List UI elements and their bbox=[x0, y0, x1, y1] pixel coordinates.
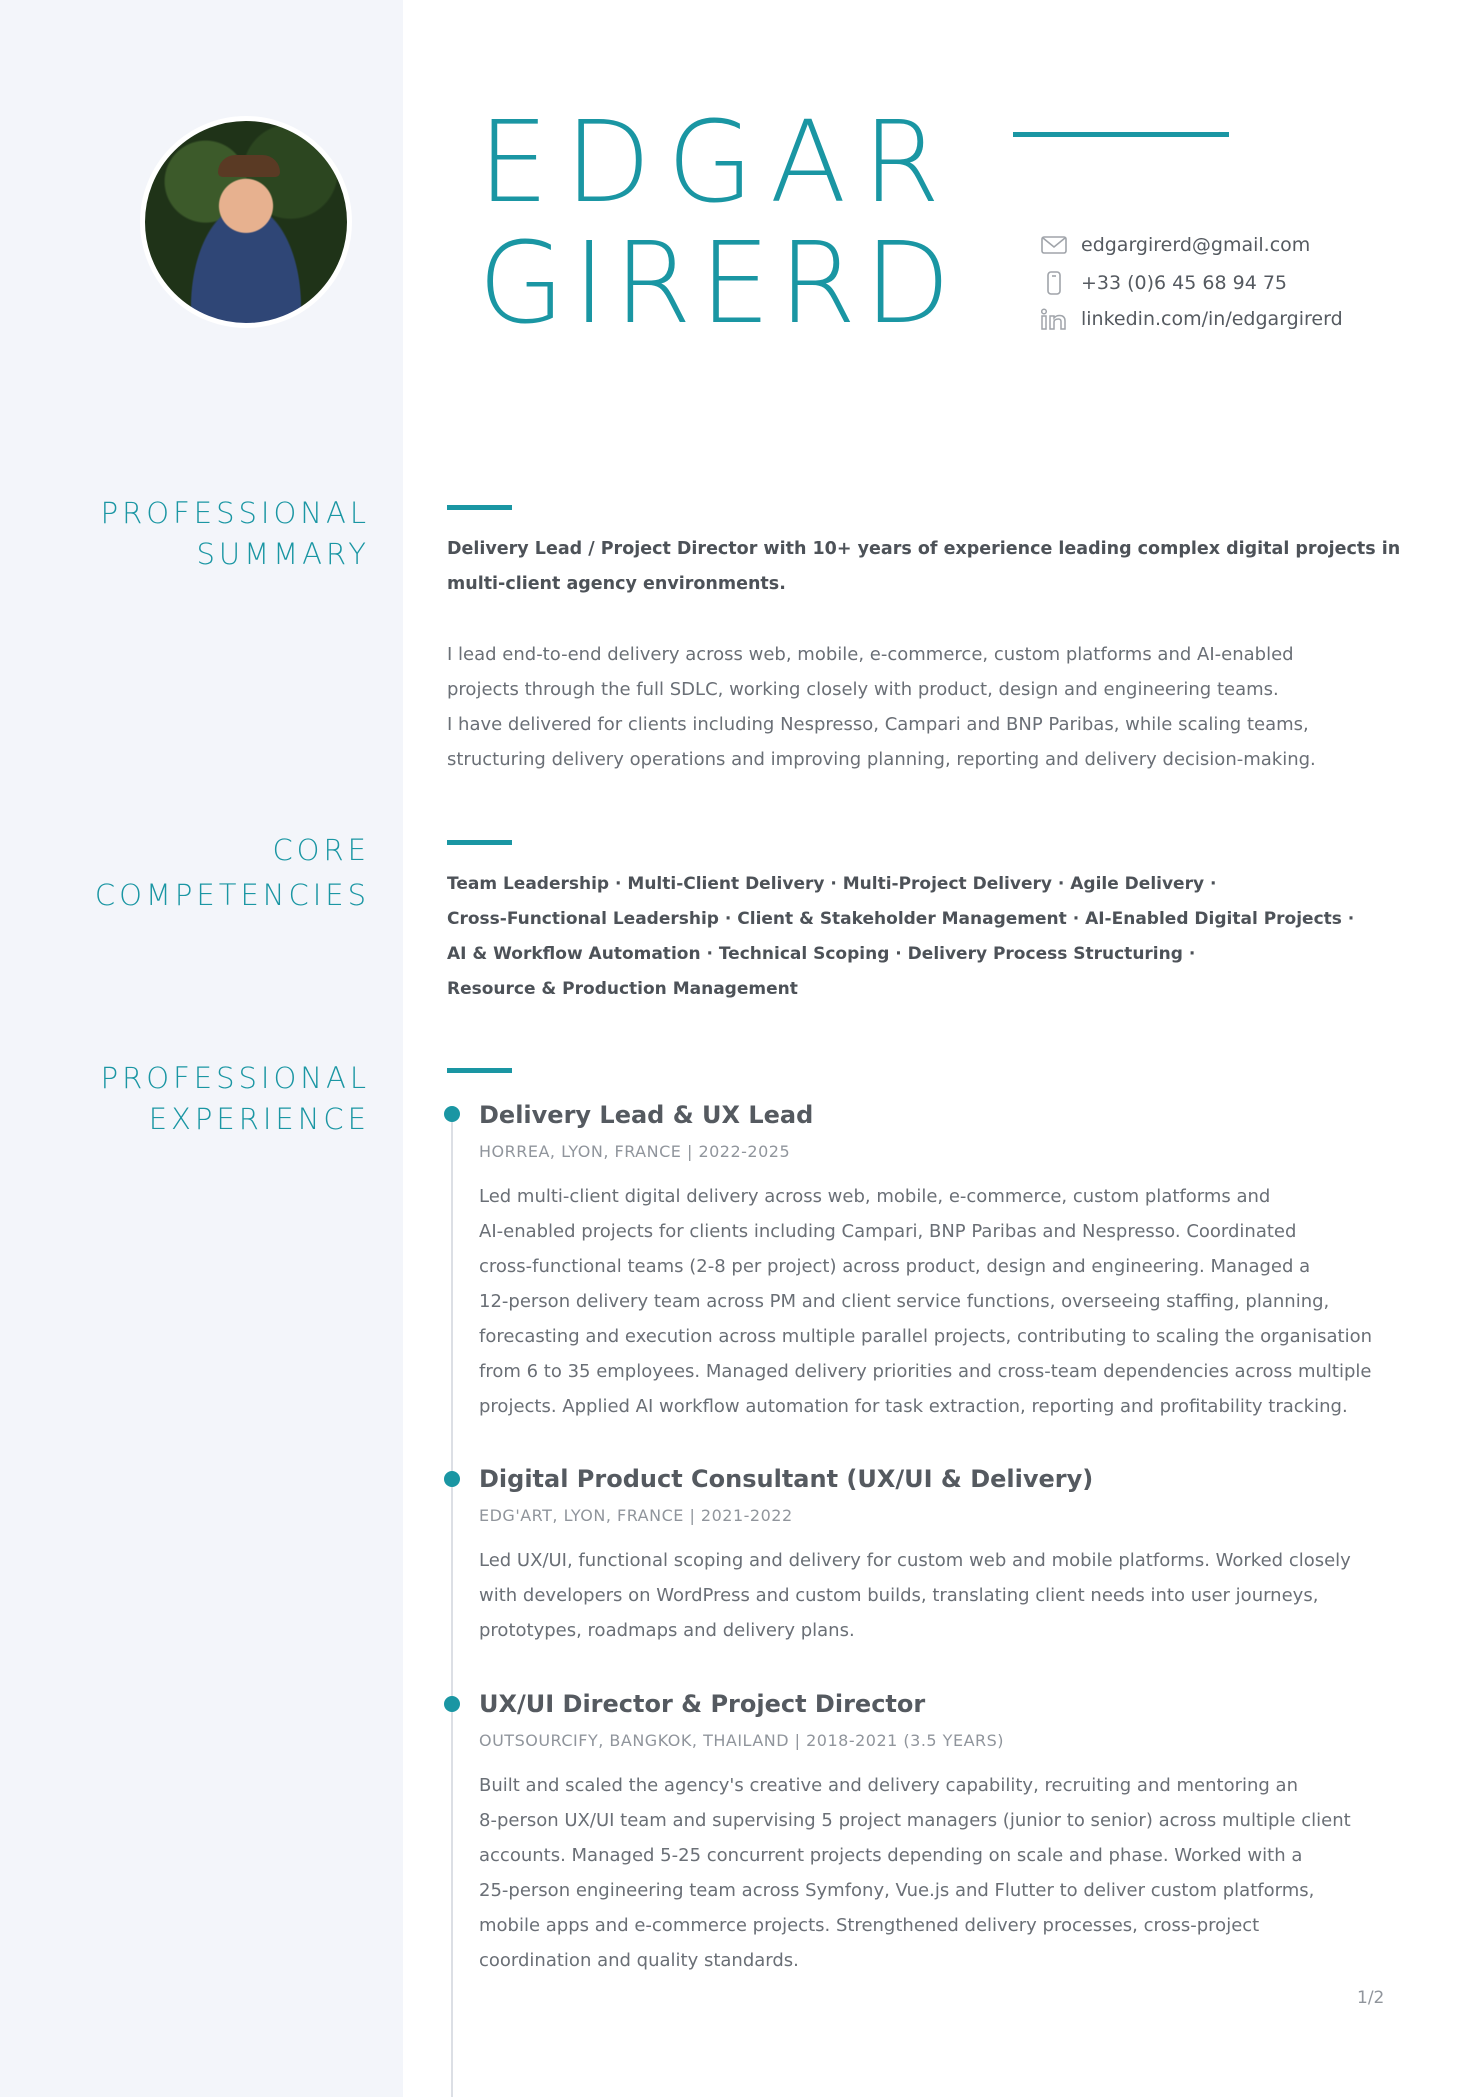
job-description bbox=[479, 1768, 1399, 1978]
contact-phone-text: +33 (0)6 45 68 94 75 bbox=[1081, 272, 1288, 294]
job-meta: EDG'ART, LYON, FRANCE | 2021-2022 bbox=[479, 1506, 793, 1525]
summary-heading bbox=[101, 493, 370, 575]
job-title: Digital Product Consultant (UX/UI & Delivery) bbox=[479, 1465, 1094, 1493]
summary-body bbox=[447, 637, 1347, 777]
experience-heading bbox=[101, 1058, 370, 1140]
job-meta: HORREA, LYON, FRANCE | 2022-2025 bbox=[479, 1142, 791, 1161]
timeline-dot bbox=[444, 1696, 460, 1712]
contact-linkedin[interactable] bbox=[1041, 307, 1343, 331]
competencies-heading bbox=[95, 828, 370, 918]
experience-heading-line: PROFESSIONAL bbox=[100, 1061, 370, 1095]
summary-body-line: I lead end-to-end delivery across web, mobile, e-commerce, custom platforms and AI-enabled bbox=[447, 644, 1294, 665]
job-title: UX/UI Director & Project Director bbox=[479, 1690, 926, 1718]
job-description-line: Built and scaled the agency's creative and delivery capability, recruiting and mentoring an bbox=[479, 1775, 1298, 1796]
experience-accent-dash bbox=[447, 1068, 512, 1073]
page-number: 1/2 bbox=[1357, 1988, 1385, 2008]
job-description-line: cross-functional teams (2-8 per project) across product, design and engineering. Managed a bbox=[479, 1256, 1311, 1277]
summary-body-line: projects through the full SDLC, working closely with product, design and engineering teams. bbox=[447, 679, 1279, 700]
job-description-line: coordination and quality standards. bbox=[479, 1950, 799, 1971]
job-description bbox=[479, 1179, 1399, 1424]
name-accent-line bbox=[1013, 132, 1229, 137]
summary-lead-line: multi-client agency environments. bbox=[447, 574, 786, 594]
job-description-line: Led UX/UI, functional scoping and delivery for custom web and mobile platforms. Worked closely bbox=[479, 1550, 1351, 1571]
summary-body-line: I have delivered for clients including Nespresso, Campari and BNP Paribas, while scaling teams, bbox=[447, 714, 1309, 735]
job-title: Delivery Lead & UX Lead bbox=[479, 1101, 814, 1129]
job-description-line: 25-person engineering team across Symfony, Vue.js and Flutter to deliver custom platforms, bbox=[479, 1880, 1315, 1901]
linkedin-icon bbox=[1041, 308, 1067, 330]
job-description-line: 12-person delivery team across PM and client service functions, overseeing staffing, planning, bbox=[479, 1291, 1330, 1312]
summary-heading-line: SUMMARY bbox=[196, 537, 370, 571]
job-description-line: with developers on WordPress and custom builds, translating client needs into user journeys, bbox=[479, 1585, 1319, 1606]
job-description-line: mobile apps and e-commerce projects. Strengthened delivery processes, cross-project bbox=[479, 1915, 1260, 1936]
job-meta: OUTSOURCIFY, BANGKOK, THAILAND | 2018-2021 (3.5 YEARS) bbox=[479, 1731, 1005, 1750]
contact-email[interactable] bbox=[1041, 233, 1311, 257]
contact-phone[interactable] bbox=[1041, 271, 1288, 295]
competencies-accent-dash bbox=[447, 840, 512, 845]
job-description-line: accounts. Managed 5-25 concurrent projects depending on scale and phase. Worked with a bbox=[479, 1845, 1303, 1866]
job-description-line: from 6 to 35 employees. Managed delivery priorities and cross-team dependencies across multiple bbox=[479, 1361, 1372, 1382]
competencies-line: Team Leadership · Multi-Client Delivery · Multi-Project Delivery · Agile Delivery · bbox=[447, 874, 1217, 894]
job-description-line: forecasting and execution across multiple parallel projects, contributing to scaling the organisation bbox=[479, 1326, 1372, 1347]
competencies-line: Cross-Functional Leadership · Client & Stakeholder Management · AI-Enabled Digital Projects · bbox=[447, 909, 1355, 929]
timeline-dot bbox=[444, 1106, 460, 1122]
summary-accent-dash bbox=[447, 505, 512, 510]
experience-timeline bbox=[451, 1114, 453, 2097]
competencies-line: AI & Workflow Automation · Technical Scoping · Delivery Process Structuring · bbox=[447, 944, 1196, 964]
contact-email-text: edgargirerd@gmail.com bbox=[1081, 234, 1311, 256]
job-description-line: AI-enabled projects for clients including Campari, BNP Paribas and Nespresso. Coordinated bbox=[479, 1221, 1297, 1242]
competencies-list bbox=[447, 867, 1407, 1007]
job-description bbox=[479, 1543, 1399, 1648]
experience-heading-line: EXPERIENCE bbox=[148, 1102, 370, 1136]
job-description-line: prototypes, roadmaps and delivery plans. bbox=[479, 1620, 855, 1641]
profile-photo bbox=[140, 116, 352, 328]
competencies-line: Resource & Production Management bbox=[447, 979, 798, 999]
photo-hair bbox=[218, 155, 280, 177]
last-name: GIRERD bbox=[478, 219, 959, 349]
summary-lead bbox=[447, 532, 1401, 602]
contact-block bbox=[1041, 233, 1401, 343]
job-description-line: projects. Applied AI workflow automation for task extraction, reporting and profitability tracking. bbox=[479, 1396, 1348, 1417]
first-name: EDGAR bbox=[478, 98, 957, 228]
job-description-line: Led multi-client digital delivery across web, mobile, e-commerce, custom platforms and bbox=[479, 1186, 1271, 1207]
competencies-heading-line: COMPETENCIES bbox=[94, 878, 370, 912]
contact-linkedin-text: linkedin.com/in/edgargirerd bbox=[1081, 308, 1343, 330]
timeline-dot bbox=[444, 1471, 460, 1487]
summary-heading-line: PROFESSIONAL bbox=[100, 496, 370, 530]
job-description-line: 8-person UX/UI team and supervising 5 project managers (junior to senior) across multiple client bbox=[479, 1810, 1351, 1831]
phone-icon bbox=[1041, 271, 1067, 295]
envelope-icon bbox=[1041, 235, 1067, 255]
summary-lead-line: Delivery Lead / Project Director with 10+ years of experience leading complex digital projects in bbox=[447, 539, 1401, 559]
competencies-heading-line: CORE bbox=[272, 833, 370, 867]
summary-body-line: structuring delivery operations and improving planning, reporting and delivery decision-making. bbox=[447, 749, 1316, 770]
